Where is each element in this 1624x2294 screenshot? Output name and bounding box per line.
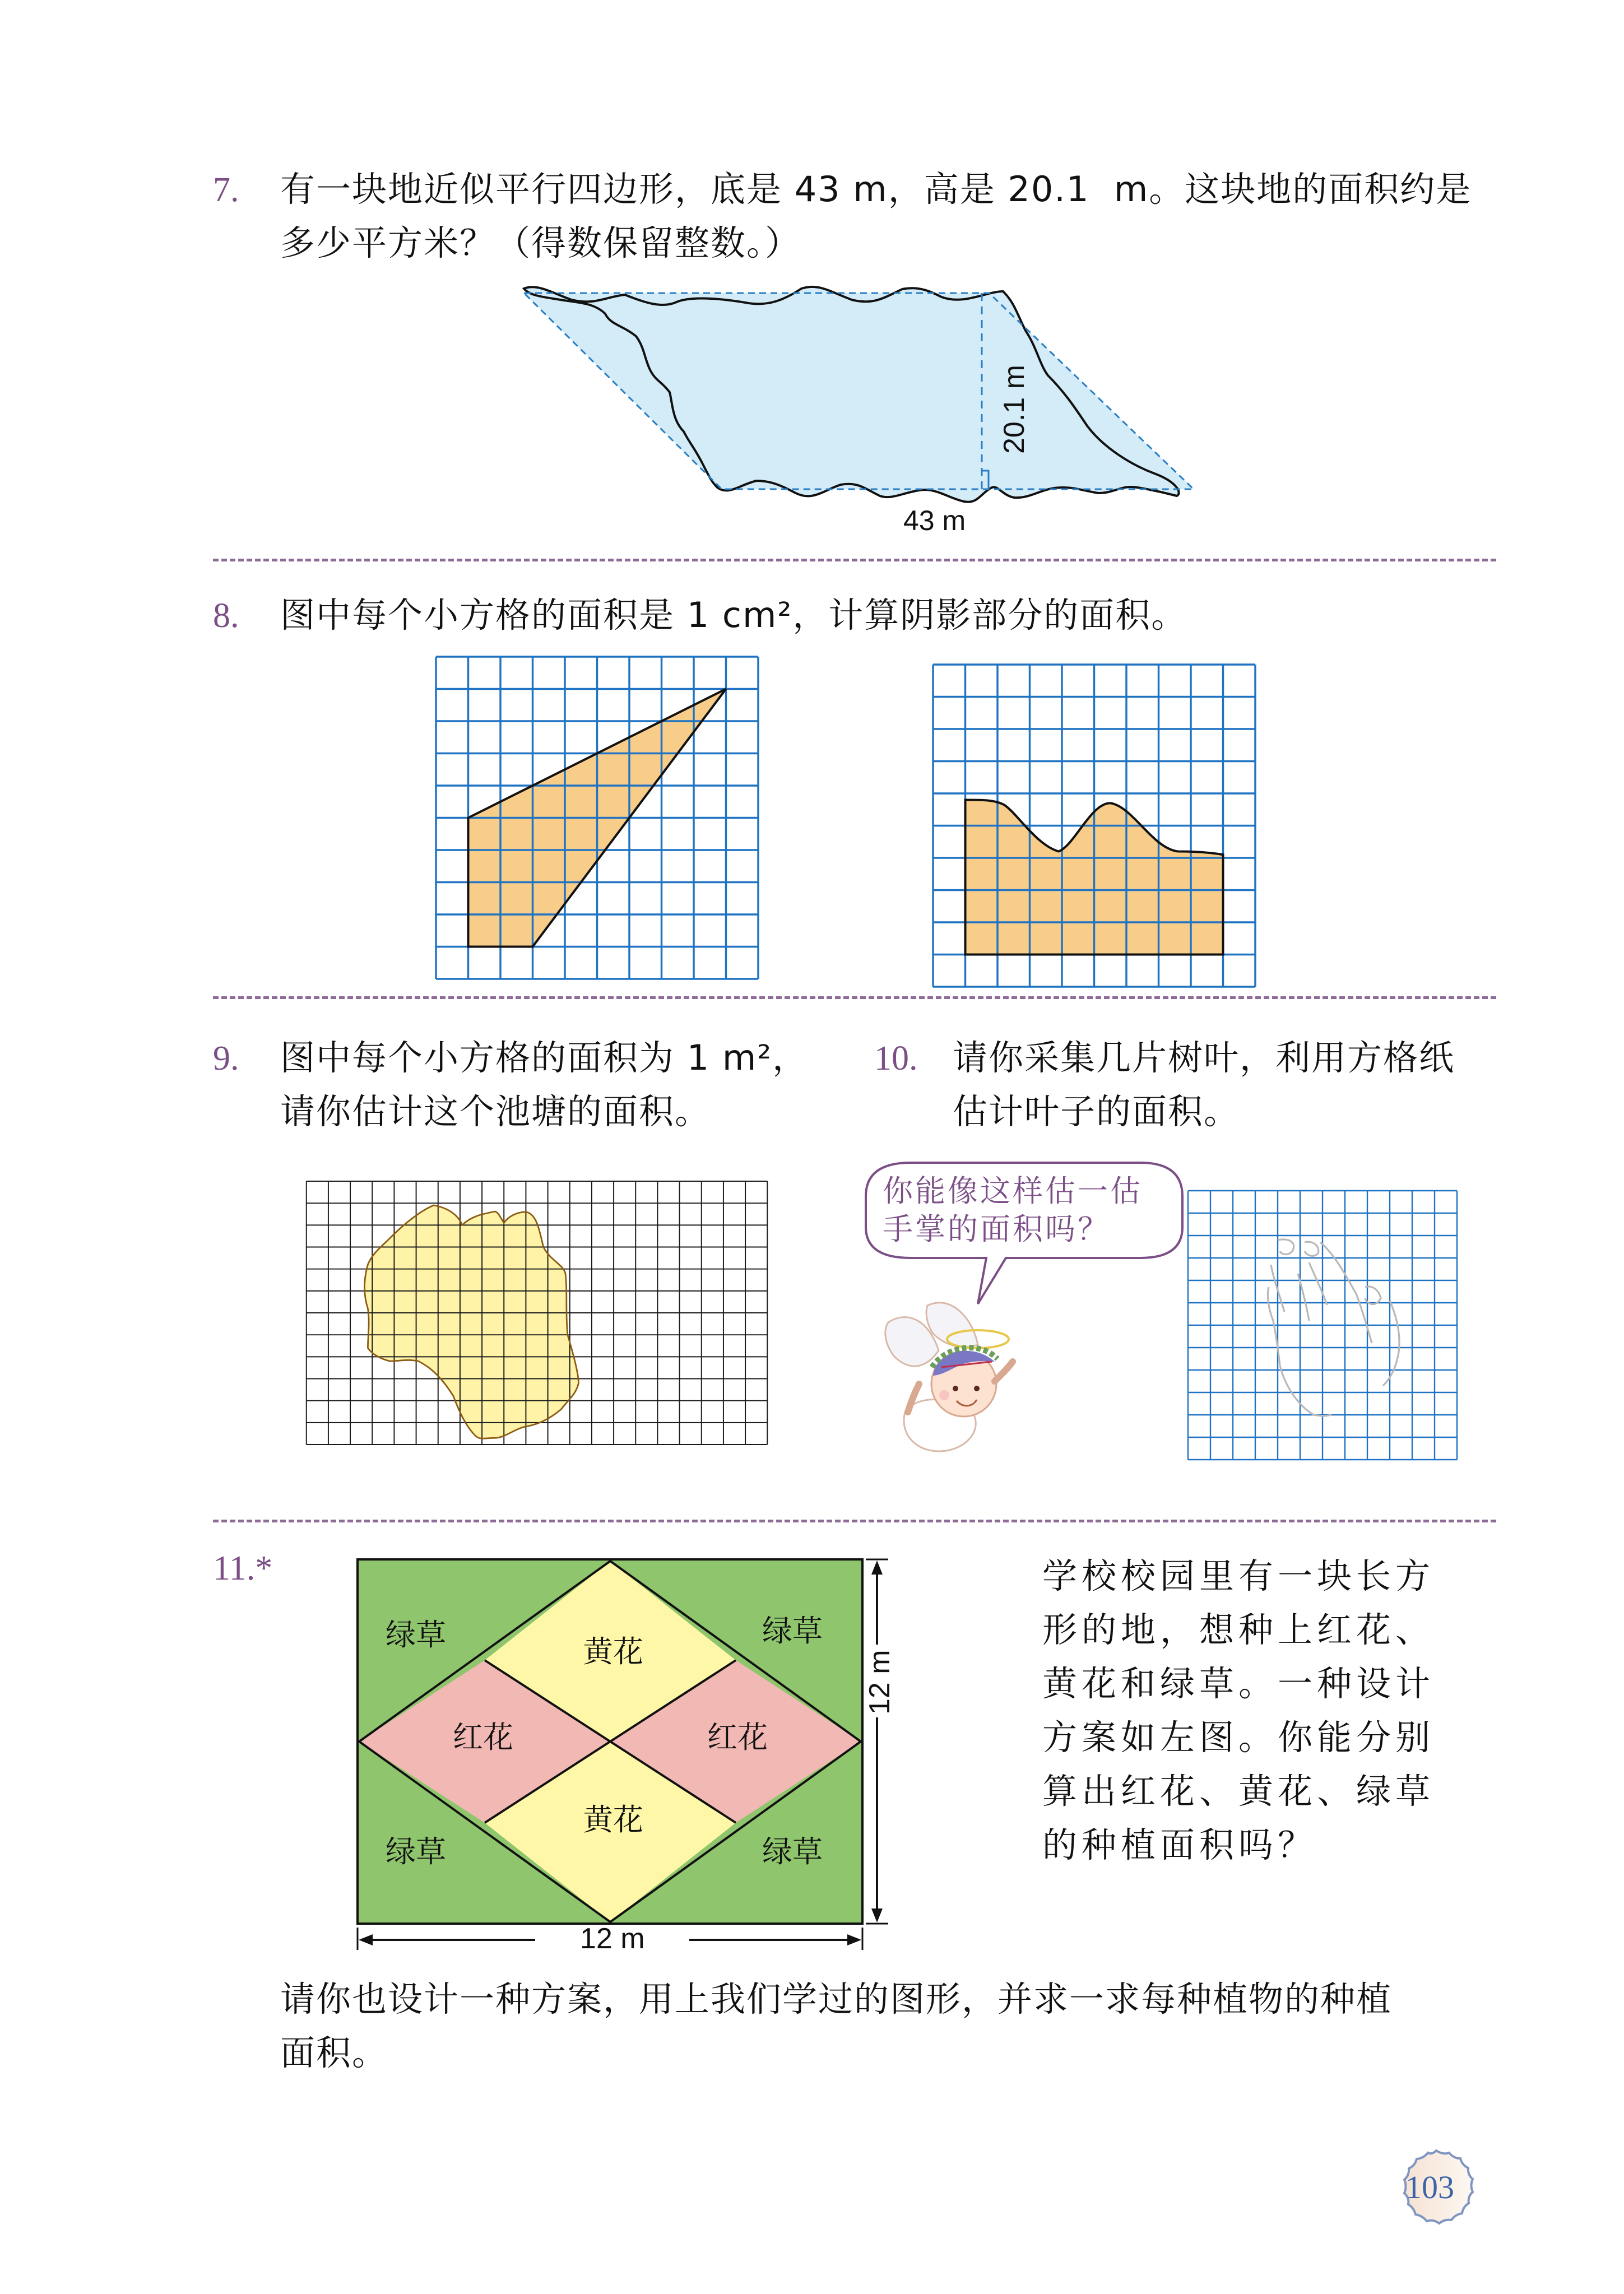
question-7-line-1: 有一块地近似平行四边形，底是 43 m，高是 20.1 m。这块地的面积约是 bbox=[280, 169, 1472, 210]
question-number-10: 10. bbox=[874, 1039, 918, 1078]
region-label-grass-top-left: 绿草 bbox=[386, 1617, 446, 1652]
question-11-line-6: 的种植面积吗？ bbox=[1042, 1824, 1317, 1865]
width-dimension-label: 12 m bbox=[580, 1922, 645, 1955]
page-number: 103 bbox=[1405, 2169, 1454, 2205]
region-label-yellow-top: 黄花 bbox=[583, 1634, 643, 1669]
region-label-grass-bottom-right: 绿草 bbox=[762, 1834, 823, 1869]
question-11-line-4: 方案如左图。你能分别 bbox=[1042, 1717, 1435, 1758]
height-dimension-label: 12 m bbox=[864, 1650, 896, 1715]
question-number-11: 11.* bbox=[213, 1549, 273, 1587]
region-label-grass-top-right: 绿草 bbox=[762, 1613, 823, 1648]
question-11-line-3: 黄花和绿草。一种设计 bbox=[1042, 1663, 1435, 1704]
question-8-line-1: 图中每个小方格的面积是 1 cm²，计算阴影部分的面积。 bbox=[280, 595, 1187, 635]
question-number-9: 9. bbox=[213, 1039, 239, 1078]
base-label: 43 m bbox=[903, 505, 966, 536]
height-label: 20.1 m bbox=[998, 365, 1031, 454]
question-number-7: 7. bbox=[213, 171, 239, 209]
bubble-line-1: 你能像这样估一估 bbox=[883, 1173, 1143, 1209]
question-9-line-2: 请你估计这个池塘的面积。 bbox=[280, 1091, 711, 1132]
question-9-line-1: 图中每个小方格的面积为 1 m²， bbox=[280, 1037, 809, 1078]
question-11-line-2: 形的地，想种上红花、 bbox=[1042, 1609, 1435, 1650]
region-label-red-left: 红花 bbox=[453, 1720, 513, 1755]
question-11-line-1: 学校校园里有一块长方 bbox=[1042, 1555, 1435, 1596]
region-label-grass-bottom-left: 绿草 bbox=[386, 1834, 446, 1869]
question-11-line-5: 算出红花、黄花、绿草 bbox=[1042, 1771, 1435, 1812]
question-11-followup-line-2: 面积。 bbox=[280, 2032, 388, 2073]
question-11-followup-line-1: 请你也设计一种方案，用上我们学过的图形，并求一求每种植物的种植 bbox=[280, 1979, 1393, 2019]
question-10-line-2: 估计叶子的面积。 bbox=[953, 1091, 1240, 1132]
region-label-red-right: 红花 bbox=[707, 1720, 768, 1755]
bubble-line-2: 手掌的面积吗？ bbox=[883, 1211, 1110, 1247]
region-label-yellow-bottom: 黄花 bbox=[583, 1802, 643, 1837]
question-7-line-2: 多少平方米？（得数保留整数。） bbox=[280, 222, 801, 263]
question-number-8: 8. bbox=[213, 597, 239, 635]
question-10-line-1: 请你采集几片树叶，利用方格纸 bbox=[953, 1037, 1455, 1078]
